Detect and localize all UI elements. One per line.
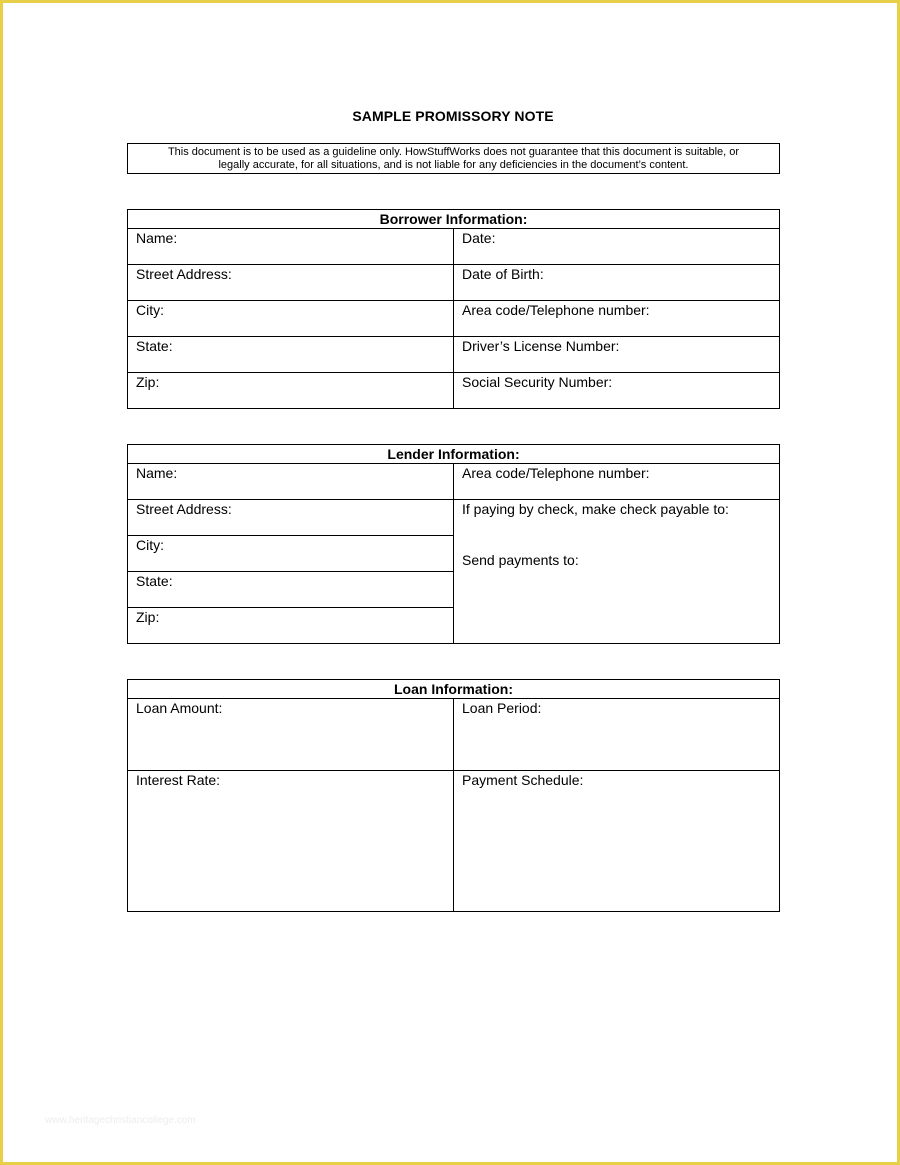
lender-information-table <box>127 444 780 644</box>
loan-information-table <box>127 679 780 912</box>
disclaimer-line-1: This document is to be used as a guideline only. HowStuffWorks does not guarantee that this document is suitable, or <box>167 146 740 158</box>
payment-schedule-field[interactable]: Payment Schedule: <box>454 771 780 912</box>
borrower-phone-field[interactable]: Area code/Telephone number: <box>454 301 780 337</box>
lender-name-field[interactable]: Name: <box>128 464 454 500</box>
borrower-city-field[interactable]: City: <box>128 301 454 337</box>
disclaimer-line-2: legally accurate, for all situations, and is not liable for any deficiencies in the document’s content. <box>218 159 689 171</box>
lender-street-field[interactable]: Street Address: <box>128 500 454 536</box>
loan-section-heading: Loan Information: <box>128 680 780 699</box>
lender-phone-field[interactable]: Area code/Telephone number: <box>454 464 780 500</box>
loan-amount-field[interactable]: Loan Amount: <box>128 699 454 771</box>
document-title: SAMPLE PROMISSORY NOTE <box>352 108 554 124</box>
borrower-zip-field[interactable]: Zip: <box>128 373 454 409</box>
borrower-license-field[interactable]: Driver’s License Number: <box>454 337 780 373</box>
lender-zip-field[interactable]: Zip: <box>128 608 454 644</box>
loan-period-field[interactable]: Loan Period: <box>454 699 780 771</box>
lender-state-field[interactable]: State: <box>128 572 454 608</box>
lender-check-payable-label: If paying by check, make check payable to: <box>462 501 729 517</box>
borrower-name-field[interactable]: Name: <box>128 229 454 265</box>
disclaimer-box <box>127 143 780 174</box>
interest-rate-field[interactable]: Interest Rate: <box>128 771 454 912</box>
lender-city-field[interactable]: City: <box>128 536 454 572</box>
lender-send-payments-label: Send payments to: <box>462 552 579 568</box>
borrower-date-field[interactable]: Date: <box>454 229 780 265</box>
borrower-state-field[interactable]: State: <box>128 337 454 373</box>
borrower-street-field[interactable]: Street Address: <box>128 265 454 301</box>
borrower-dob-field[interactable]: Date of Birth: <box>454 265 780 301</box>
borrower-ssn-field[interactable]: Social Security Number: <box>454 373 780 409</box>
borrower-information-table <box>127 209 780 409</box>
lender-payment-cell[interactable] <box>454 500 780 644</box>
lender-section-heading: Lender Information: <box>128 445 780 464</box>
watermark-text: www.heritagechristiancollege.com <box>45 1115 196 1126</box>
borrower-section-heading: Borrower Information: <box>128 210 780 229</box>
